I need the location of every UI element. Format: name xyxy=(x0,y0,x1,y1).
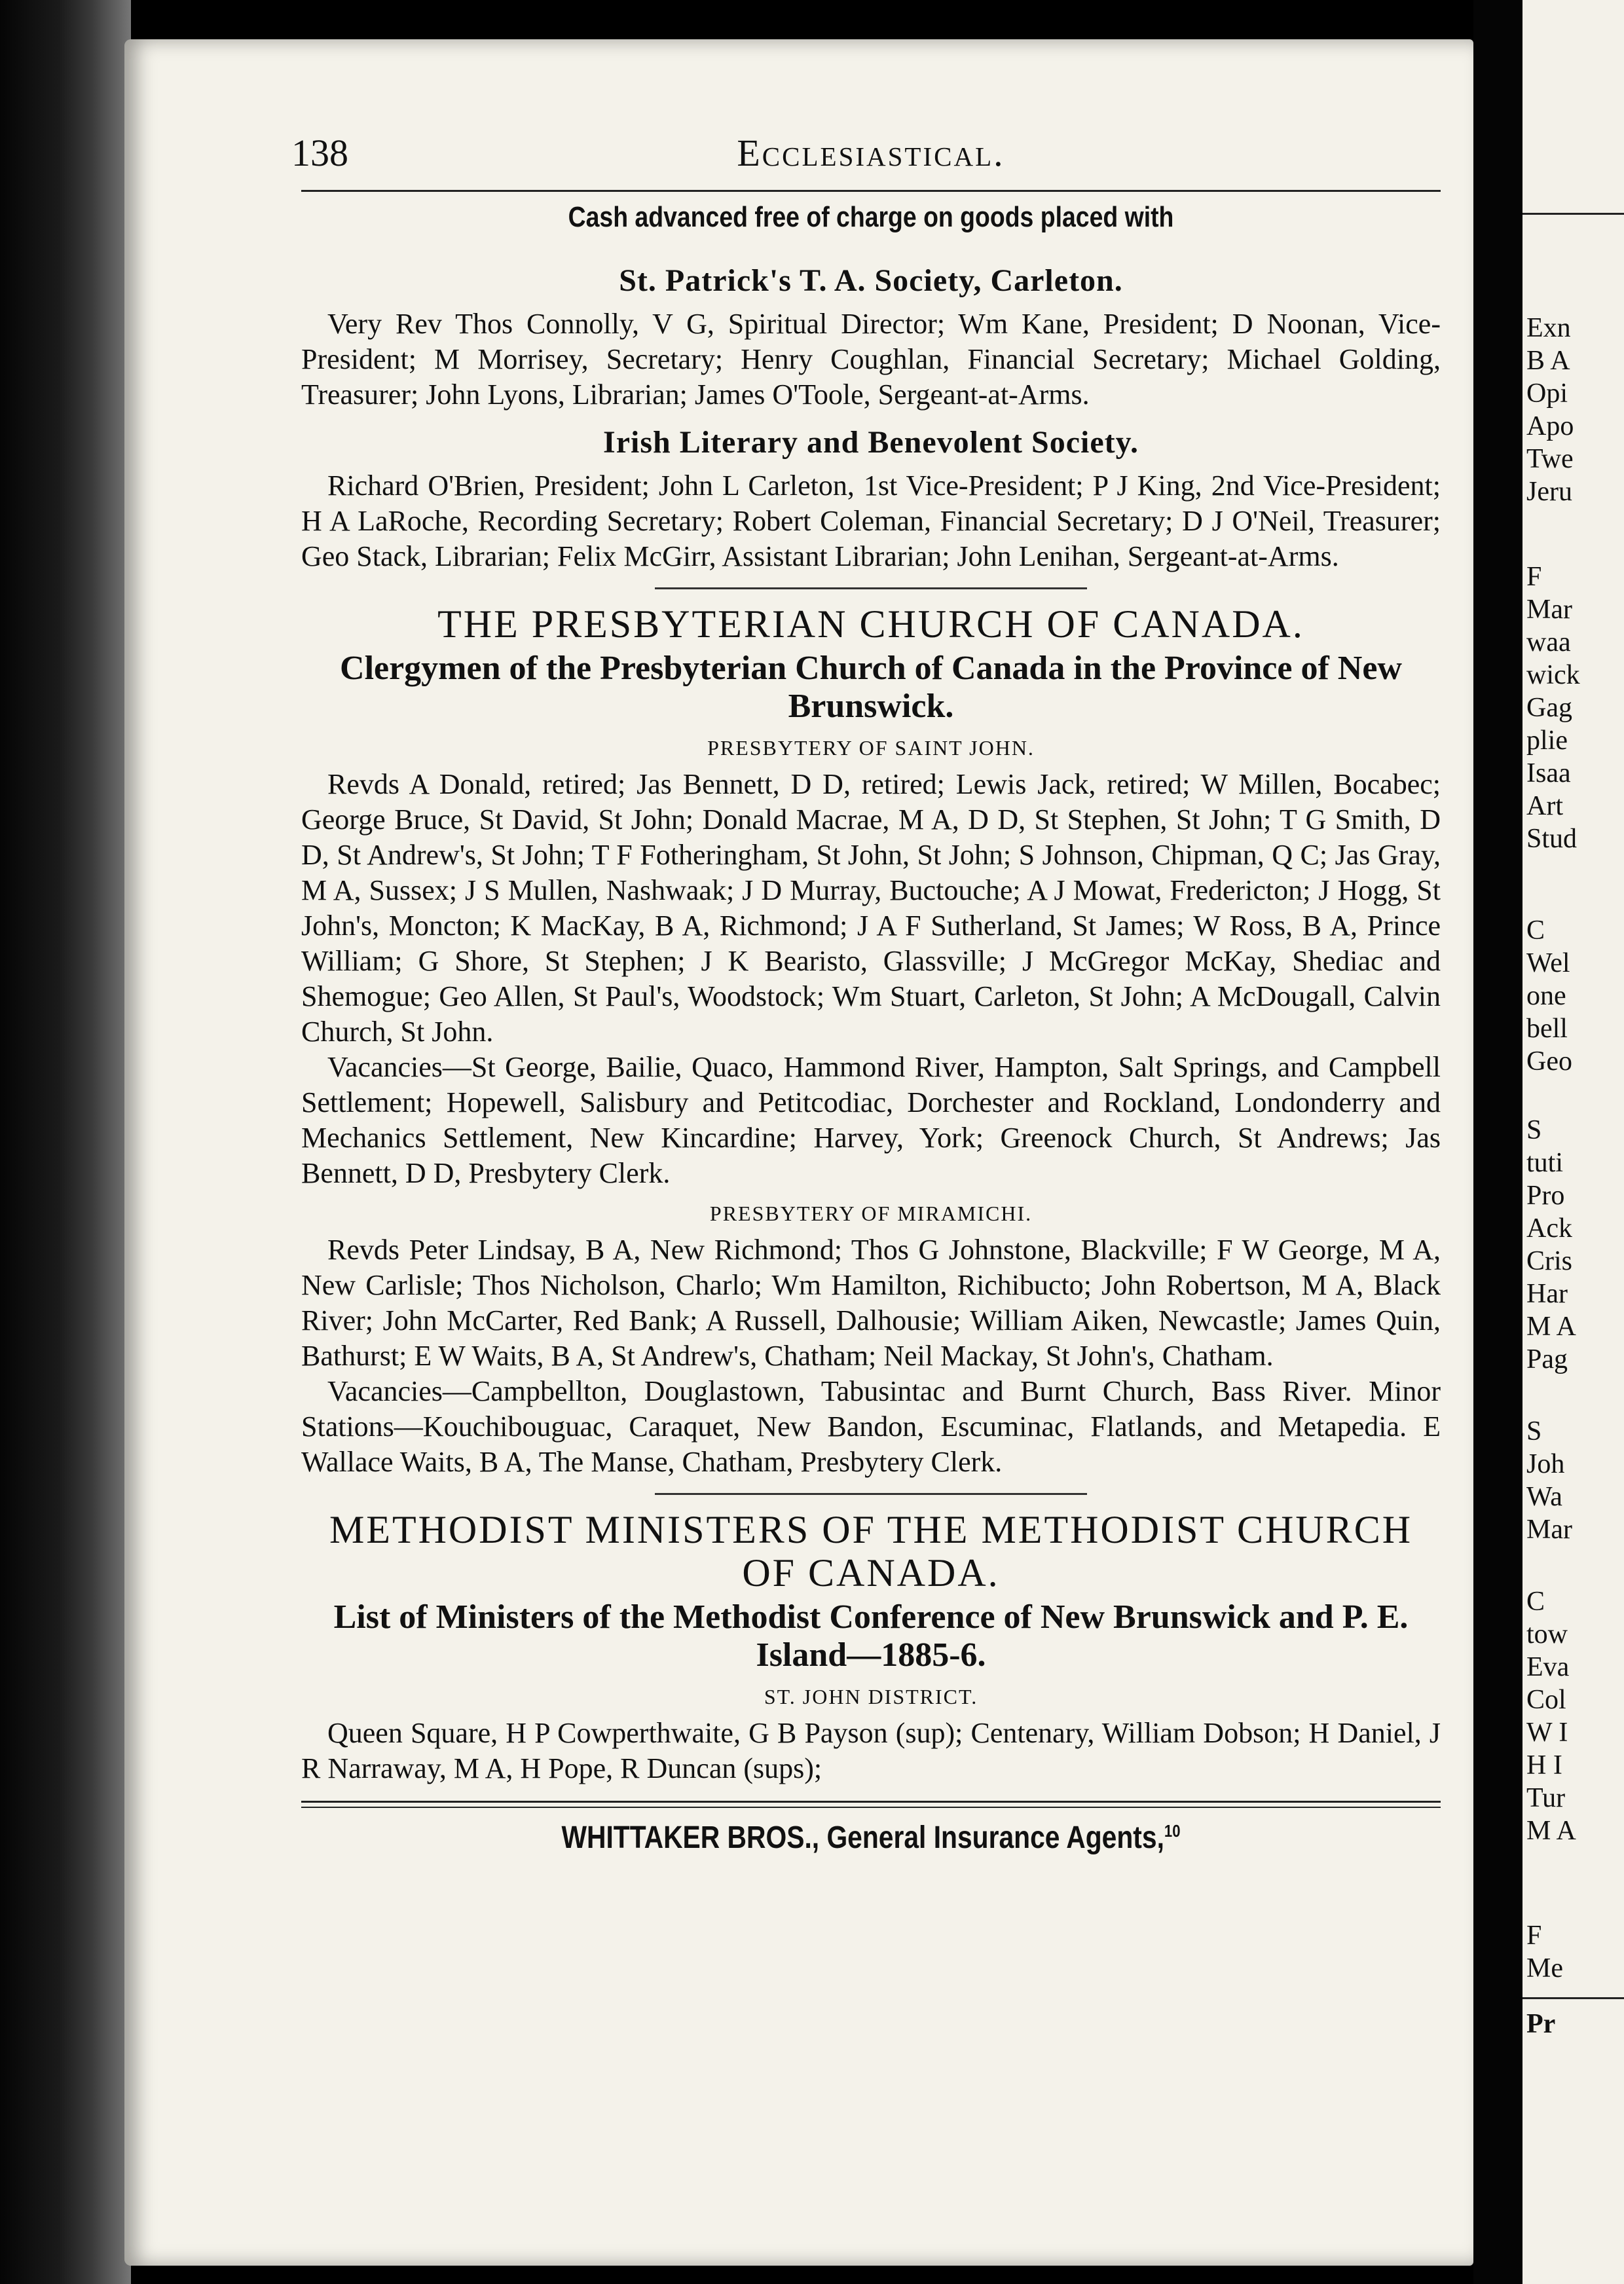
facing-page-fragment: B A xyxy=(1526,346,1570,376)
facing-page-fragment: Exn xyxy=(1526,313,1571,343)
methodist-subtitle: List of Ministers of the Methodist Conference of New Brunswick and P. E. Island—1885-6. xyxy=(333,1598,1409,1674)
facing-page-fragment: C xyxy=(1526,1587,1545,1617)
facing-page-fragment: Cris xyxy=(1526,1246,1573,1276)
presbytery-saint-john-heading: PRESBYTERY OF SAINT JOHN. xyxy=(707,736,1035,760)
miramichi-clergy: Revds Peter Lindsay, B A, New Richmond; Thos G Johnstone, Blackville; F W George, M A, New Carlisle; Thos Nicholson, Charlo; Wm Hamilton, Richibucto; John Robertson, M A, Black River; John McCarter, Red Bank; A Russell, Dalhousie; William Aiken, Newcastle; James Quin, Bathurst; E W Waits, B A, St Andrew's, Chatham; Neil Mackay, St John's, Chatham. xyxy=(301,1234,1441,1372)
facing-page-fragment: Gag xyxy=(1526,693,1572,723)
facing-page-fragment: F xyxy=(1526,562,1542,592)
facing-page-fragment: Apo xyxy=(1526,411,1574,441)
facing-page-fragment: Wel xyxy=(1526,948,1570,978)
section-divider xyxy=(655,587,1087,589)
facing-page-fragment: S xyxy=(1526,1115,1542,1145)
facing-page-fragment: Me xyxy=(1526,1953,1563,1983)
header-rule xyxy=(301,190,1441,192)
facing-page-fragment: W I xyxy=(1526,1718,1568,1748)
miramichi-vacancies: Vacancies—Campbellton, Douglastown, Tabusintac and Burnt Church, Bass River. Minor Stations—Kouchibouguac, Caraquet, New Bandon, Escuminac, Flatlands, and Metapedia. E Wallace Waits, B A, The Manse, Chatham, Presbytery Clerk. xyxy=(301,1375,1441,1478)
irish-literary-heading: Irish Literary and Benevolent Society. xyxy=(603,425,1139,460)
facing-page-fragment: Isaa xyxy=(1526,758,1571,788)
page-number: 138 xyxy=(291,132,348,174)
facing-page-fragment: Twe xyxy=(1526,444,1574,474)
facing-page-fragment: one xyxy=(1526,981,1566,1011)
facing-page-fragment: M A xyxy=(1526,1312,1576,1342)
facing-page-fragment: Eva xyxy=(1526,1652,1570,1682)
facing-page-fragment: Joh xyxy=(1526,1449,1565,1479)
footer-rule xyxy=(301,1801,1441,1808)
facing-page-fragment: H I xyxy=(1526,1750,1562,1780)
facing-page-header-rule xyxy=(1522,213,1624,215)
facing-page-fragment: bell xyxy=(1526,1014,1568,1044)
facing-page-fragment: Ack xyxy=(1526,1213,1572,1243)
facing-page-fragment: Pro xyxy=(1526,1181,1565,1211)
methodist-title: METHODIST MINISTERS OF THE METHODIST CHURCH OF CANADA. xyxy=(329,1508,1413,1594)
st-john-district-heading: ST. JOHN DISTRICT. xyxy=(764,1685,978,1708)
facing-page-fragment: plie xyxy=(1526,726,1568,756)
saint-john-vacancies: Vacancies—St George, Bailie, Quaco, Hammond River, Hampton, Salt Springs, and Campbell Settlement; Hopewell, Salisbury and Petitcodiac, Dorchester and Rockland, Londonderry and Mechanics Settlement, New Kincardine; Harvey, York; Greenock Church, St Andrews; Jas Bennett, D D, Presbytery Clerk. xyxy=(301,1051,1441,1189)
page-gutter xyxy=(1473,0,1522,2284)
saint-john-clergy: Revds A Donald, retired; Jas Bennett, D D, retired; Lewis Jack, retired; W Millen, Bocabec; George Bruce, St David, St John; Donald Macrae, M A, D D, St Stephen, St John; T G Smith, D D, St Andrew's, St John; T F Fotheringham, St John, St John; S Johnson, Chipman, Q C; Jas Gray, M A, Sussex; J S Mullen, Nashwaak; J D Murray, Buctouche; A J Mowat, Fredericton; J Hogg, St John's, Moncton; K MacKay, B A, Richmond; J A F Sutherland, St James; W Ross, B A, Prince William; G Shore, St Stephen; J K Bearisto, Glassville; J McGregor McKay, Shediac and Shemogue; Geo Allen, St Paul's, Woodstock; Wm Stuart, Carleton, St John; A McDougall, Calvin Church, St John. xyxy=(301,768,1441,1048)
facing-page-fragment: waa xyxy=(1526,627,1571,657)
facing-page-fragment: Pr xyxy=(1526,2009,1556,2039)
bottom-advertisement xyxy=(387,1820,1356,1856)
facing-page-edge xyxy=(1522,0,1624,2284)
facing-page-fragment: wick xyxy=(1526,660,1580,690)
facing-page-fragment: tuti xyxy=(1526,1148,1564,1178)
top-advertisement: Cash advanced free of charge on goods placed with xyxy=(568,201,1174,233)
st-patricks-heading: St. Patrick's T. A. Society, Carleton. xyxy=(619,263,1123,298)
presbytery-miramichi-heading: PRESBYTERY OF MIRAMICHI. xyxy=(709,1202,1033,1225)
facing-page-fragment: Mar xyxy=(1526,595,1572,625)
bottom-ad-superscript: 10 xyxy=(1164,1821,1181,1841)
page-title: Ecclesiastical. xyxy=(737,132,1005,174)
running-head xyxy=(291,118,1441,190)
facing-page-fragment: S xyxy=(1526,1416,1542,1446)
facing-page-fragment: Art xyxy=(1526,791,1563,821)
book-binding-edge xyxy=(0,0,131,2284)
bottom-ad-text: WHITTAKER BROS., General Insurance Agents, xyxy=(561,1820,1164,1855)
facing-page-fragment: Stud xyxy=(1526,824,1578,854)
facing-page-fragment: Pag xyxy=(1526,1344,1568,1374)
facing-page-fragment: Wa xyxy=(1526,1482,1562,1512)
presbyterian-subtitle: Clergymen of the Presbyterian Church of Canada in the Province of New Brunswick. xyxy=(340,650,1402,725)
facing-page-fragment: Mar xyxy=(1526,1515,1572,1545)
facing-page-fragment: Har xyxy=(1526,1279,1568,1309)
st-patricks-officers: Very Rev Thos Connolly, V G, Spiritual Director; Wm Kane, President; D Noonan, Vice-President; M Morrisey, Secretary; Henry Coughlan, Financial Secretary; Michael Golding, Treasurer; John Lyons, Librarian; James O'Toole, Sergeant-at-Arms. xyxy=(301,308,1441,411)
facing-page-footer-rule xyxy=(1522,1997,1624,1999)
st-john-district-ministers: Queen Square, H P Cowperthwaite, G B Payson (sup); Centenary, William Dobson; H Daniel, J R Narraway, M A, H Pope, R Duncan (sups); xyxy=(301,1717,1441,1784)
facing-page-fragment: Opi xyxy=(1526,378,1568,409)
facing-page-fragment: tow xyxy=(1526,1619,1568,1649)
page-content xyxy=(291,118,1441,1856)
presbyterian-title: THE PRESBYTERIAN CHURCH OF CANADA. xyxy=(437,602,1304,646)
facing-page-fragment: M A xyxy=(1526,1816,1576,1846)
facing-page-fragment: Tur xyxy=(1526,1783,1566,1813)
facing-page-fragment: Geo xyxy=(1526,1046,1572,1077)
facing-page-fragment: Col xyxy=(1526,1685,1566,1715)
facing-page-fragment: C xyxy=(1526,915,1545,946)
section-divider xyxy=(655,1493,1087,1495)
facing-page-fragment: F xyxy=(1526,1921,1542,1951)
irish-literary-officers: Richard O'Brien, President; John L Carleton, 1st Vice-President; P J King, 2nd Vice-President; H A LaRoche, Recording Secretary; Robert Coleman, Financial Secretary; D J O'Neil, Treasurer; Geo Stack, Librarian; Felix McGirr, Assistant Librarian; John Lenihan, Sergeant-at-Arms. xyxy=(301,470,1441,572)
facing-page-fragment: Jeru xyxy=(1526,477,1572,507)
